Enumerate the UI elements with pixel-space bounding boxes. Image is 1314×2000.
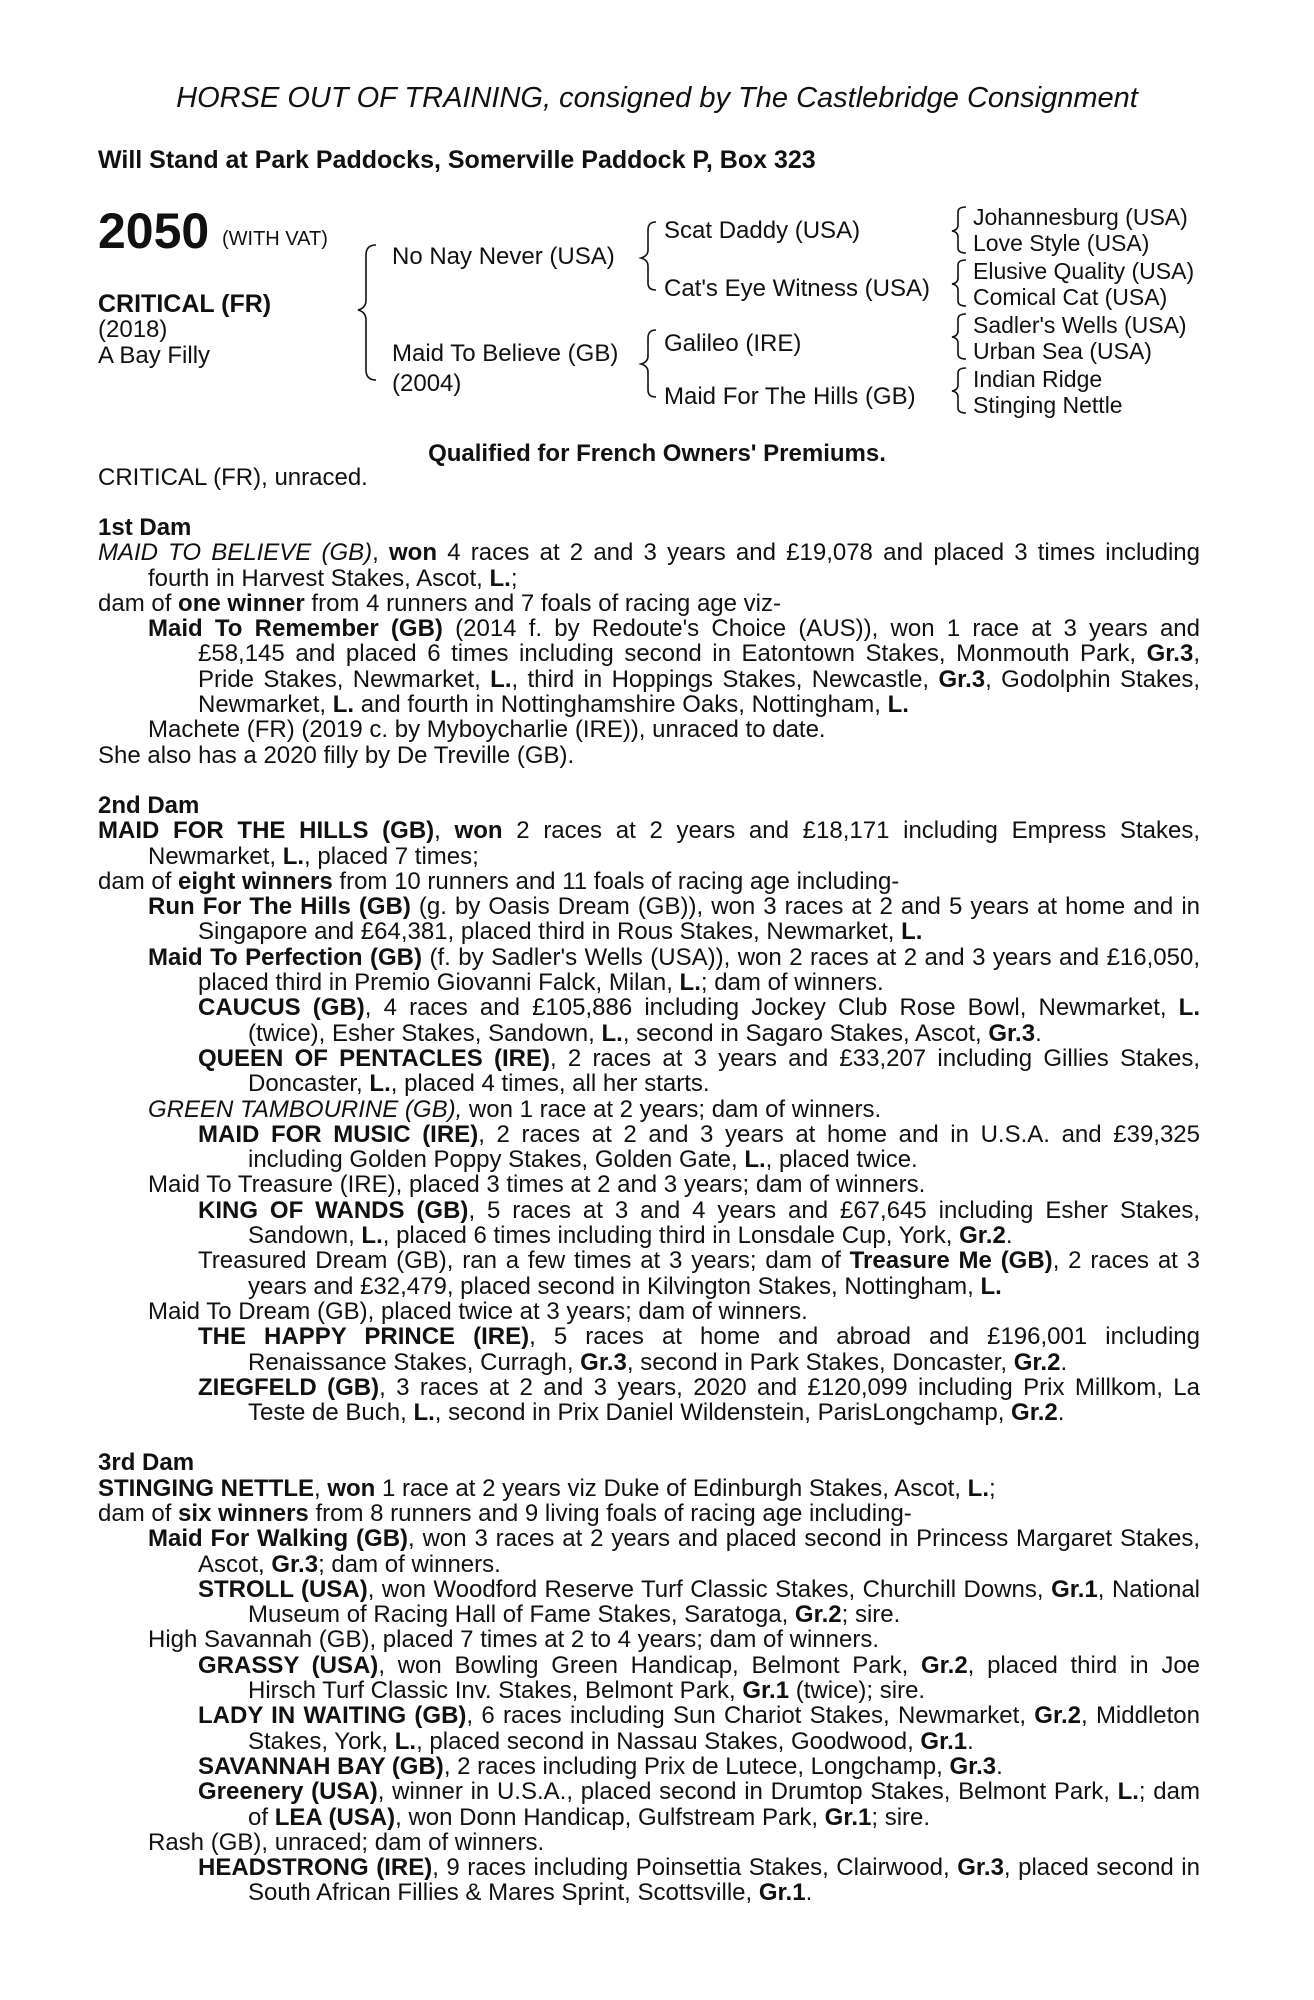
horse-year: (2018) bbox=[98, 316, 168, 343]
pedigree-dam-sire: Galileo (IRE) bbox=[664, 330, 802, 357]
pedigree-g3-5: Sadler's Wells (USA) bbox=[973, 312, 1187, 338]
pedigree-g3-1: Johannesburg (USA) bbox=[973, 204, 1188, 230]
dam3-entry-6: SAVANNAH BAY (GB), 2 races including Prix de Lutece, Longchamp, Gr.3. bbox=[198, 1752, 1003, 1780]
dam2-entry-6: MAID FOR MUSIC (IRE), 2 races at 2 and 3 years at home and in U.S.A. and £39,325 including Golden Poppy Stakes, Golden Gate, L., placed twice. bbox=[198, 1120, 1201, 1174]
dam3-entry-8: Rash (GB), unraced; dam of winners. bbox=[148, 1828, 545, 1856]
pedigree-g3-2: Love Style (USA) bbox=[973, 230, 1150, 256]
pedigree-sire: No Nay Never (USA) bbox=[392, 243, 615, 270]
qualified-note: Qualified for French Owners' Premiums. bbox=[428, 440, 886, 467]
dam3-entry-5: LADY IN WAITING (GB), 6 races including Sun Chariot Stakes, Newmarket, Gr.2, Middleton Stakes, York, L., placed second in Nassau Stakes, Goodwood, Gr.1. bbox=[198, 1702, 1201, 1755]
dam2-entry-12: ZIEGFELD (GB), 3 races at 2 and 3 years, 2020 and £120,099 including Prix Millkom, La Teste de Buch, L., second in Prix Daniel Wildenstein, ParisLongchamp, Gr.2. bbox=[198, 1373, 1200, 1427]
pedigree-g3-6: Urban Sea (USA) bbox=[973, 338, 1152, 364]
pedigree-g3-8: Stinging Nettle bbox=[973, 392, 1123, 418]
dam2-record: MAID FOR THE HILLS (GB), won 2 races at 2 years and £18,171 including Empress Stakes, Newmarket, L., placed 7 times; bbox=[98, 817, 1201, 870]
dam2-entry-9: Treasured Dream (GB), ran a few times at 3 years; dam of Treasure Me (GB), 2 races at 3 years and £32,479, placed second in Kilvington Stakes, Nottingham, L. bbox=[198, 1247, 1200, 1300]
dam2-dam-of: dam of eight winners from 10 runners and 11 foals of racing age including- bbox=[98, 867, 900, 895]
stand-location: Will Stand at Park Paddocks, Somerville Paddock P, Box 323 bbox=[98, 146, 816, 174]
dam3-dam-of: dam of six winners from 8 runners and 9 living foals of racing age including- bbox=[98, 1499, 912, 1527]
dam1-record: MAID TO BELIEVE (GB), won 4 races at 2 and 3 years and £19,078 and placed 3 times including fourth in Harvest Stakes, Ascot, L.; bbox=[98, 539, 1200, 592]
section-heading-2nd-dam: 2nd Dam bbox=[98, 791, 200, 819]
dam2-entry-2: Maid To Perfection (GB) (f. by Sadler's Wells (USA)), won 2 races at 2 and 3 years and £16,050, placed third in Premio Giovanni Falck, Milan, L.; dam of winners. bbox=[148, 943, 1201, 997]
pedigree-dam: Maid To Believe (GB) bbox=[392, 340, 619, 367]
pedigree-g3-7: Indian Ridge bbox=[973, 366, 1103, 392]
pedigree-g3-3: Elusive Quality (USA) bbox=[973, 258, 1195, 284]
dam2-entry-4: QUEEN OF PENTACLES (IRE), 2 races at 3 years and £33,207 including Gillies Stakes, Doncaster, L., placed 4 times, all her starts. bbox=[198, 1044, 1200, 1098]
dam3-entry-4: GRASSY (USA), won Bowling Green Handicap, Belmont Park, Gr.2, placed third in Joe Hirsch Turf Classic Inv. Stakes, Belmont Park, Gr.1 (twice); sire. bbox=[198, 1651, 1201, 1705]
dam3-record: STINGING NETTLE, won 1 race at 2 years viz Duke of Edinburgh Stakes, Ascot, L.; bbox=[98, 1474, 996, 1502]
pedigree-sire-dam: Cat's Eye Witness (USA) bbox=[664, 275, 930, 302]
section-heading-3rd-dam: 3rd Dam bbox=[98, 1449, 195, 1477]
dam2-entry-3: CAUCUS (GB), 4 races and £105,886 including Jockey Club Rose Bowl, Newmarket, L. (twice), Esher Stakes, Sandown, L., second in Sagaro Stakes, Ascot, Gr.3. bbox=[198, 994, 1200, 1047]
dam2-entry-1: Run For The Hills (GB) (g. by Oasis Dream (GB)), won 3 races at 2 and 5 years at home and in Singapore and £64,381, placed third in Rous Stakes, Newmarket, L. bbox=[148, 893, 1201, 946]
pedigree-dam-dam: Maid For The Hills (GB) bbox=[664, 383, 916, 410]
dam3-entry-1: Maid For Walking (GB), won 3 races at 2 years and placed second in Princess Margaret Stakes, Ascot, Gr.3; dam of winners. bbox=[148, 1525, 1200, 1578]
page-header: HORSE OUT OF TRAINING, consigned by The Castlebridge Consignment bbox=[176, 82, 1138, 114]
section-heading-1st-dam: 1st Dam bbox=[98, 514, 192, 541]
dam3-entry-7: Greenery (USA), winner in U.S.A., placed second in Drumtop Stakes, Belmont Park, L.; dam of LEA (USA), won Donn Handicap, Gulfstream Park, Gr.1; sire. bbox=[198, 1778, 1200, 1831]
lot-number: 2050 bbox=[98, 203, 210, 259]
horse-name: CRITICAL (FR) bbox=[98, 290, 272, 318]
dam1-also: She also has a 2020 filly by De Treville (GB). bbox=[98, 741, 575, 769]
dam3-entry-2: STROLL (USA), won Woodford Reserve Turf Classic Stakes, Churchill Downs, Gr.1, National Museum of Racing Hall of Fame Stakes, Saratoga, Gr.2; sire. bbox=[198, 1575, 1200, 1629]
pedigree-dam-year: (2004) bbox=[392, 370, 462, 397]
dam2-entry-11: THE HAPPY PRINCE (IRE), 5 races at home and abroad and £196,001 including Renaissance Stakes, Curragh, Gr.3, second in Park Stakes, Doncaster, Gr.2. bbox=[198, 1323, 1200, 1376]
dam2-entry-8: KING OF WANDS (GB), 5 races at 3 and 4 years and £67,645 including Esher Stakes, Sandown, L., placed 6 times including third in Lonsdale Cup, York, Gr.2. bbox=[198, 1196, 1200, 1250]
dam2-entry-7: Maid To Treasure (IRE), placed 3 times at 2 and 3 years; dam of winners. bbox=[148, 1171, 926, 1199]
horse-description: A Bay Filly bbox=[98, 342, 211, 369]
vat-label: (WITH VAT) bbox=[222, 228, 328, 250]
dam1-progeny-2: Machete (FR) (2019 c. by Myboycharlie (IRE)), unraced to date. bbox=[148, 716, 826, 744]
dam1-progeny-1: Maid To Remember (GB) (2014 f. by Redoute's Choice (AUS)), won 1 race at 3 years and £58,145 and placed 6 times including second in Eatontown Stakes, Monmouth Park, Gr.3, Pride Stakes, Newmarket, L., third in Hoppings Stakes, Newcastle, Gr.3, Godolphin Stakes, Newmarket, L. and fourth in Nottinghamshire Oaks, Nottingham, L. bbox=[148, 615, 1200, 719]
unraced-note: CRITICAL (FR), unraced. bbox=[98, 464, 368, 491]
pedigree-sire-sire: Scat Daddy (USA) bbox=[664, 217, 861, 244]
dam3-entry-9: HEADSTRONG (IRE), 9 races including Poinsettia Stakes, Clairwood, Gr.3, placed second in South African Fillies & Mares Sprint, Scottsville, Gr.1. bbox=[198, 1854, 1200, 1907]
catalogue-body bbox=[98, 515, 1200, 1906]
dam2-entry-5: GREEN TAMBOURINE (GB), won 1 race at 2 years; dam of winners. bbox=[148, 1095, 882, 1123]
pedigree-g3-4: Comical Cat (USA) bbox=[973, 284, 1168, 310]
dam3-entry-3: High Savannah (GB), placed 7 times at 2 to 4 years; dam of winners. bbox=[148, 1626, 880, 1654]
dam1-dam-of: dam of one winner from 4 runners and 7 foals of racing age viz- bbox=[98, 589, 781, 617]
dam2-entry-10: Maid To Dream (GB), placed twice at 3 years; dam of winners. bbox=[148, 1297, 808, 1325]
